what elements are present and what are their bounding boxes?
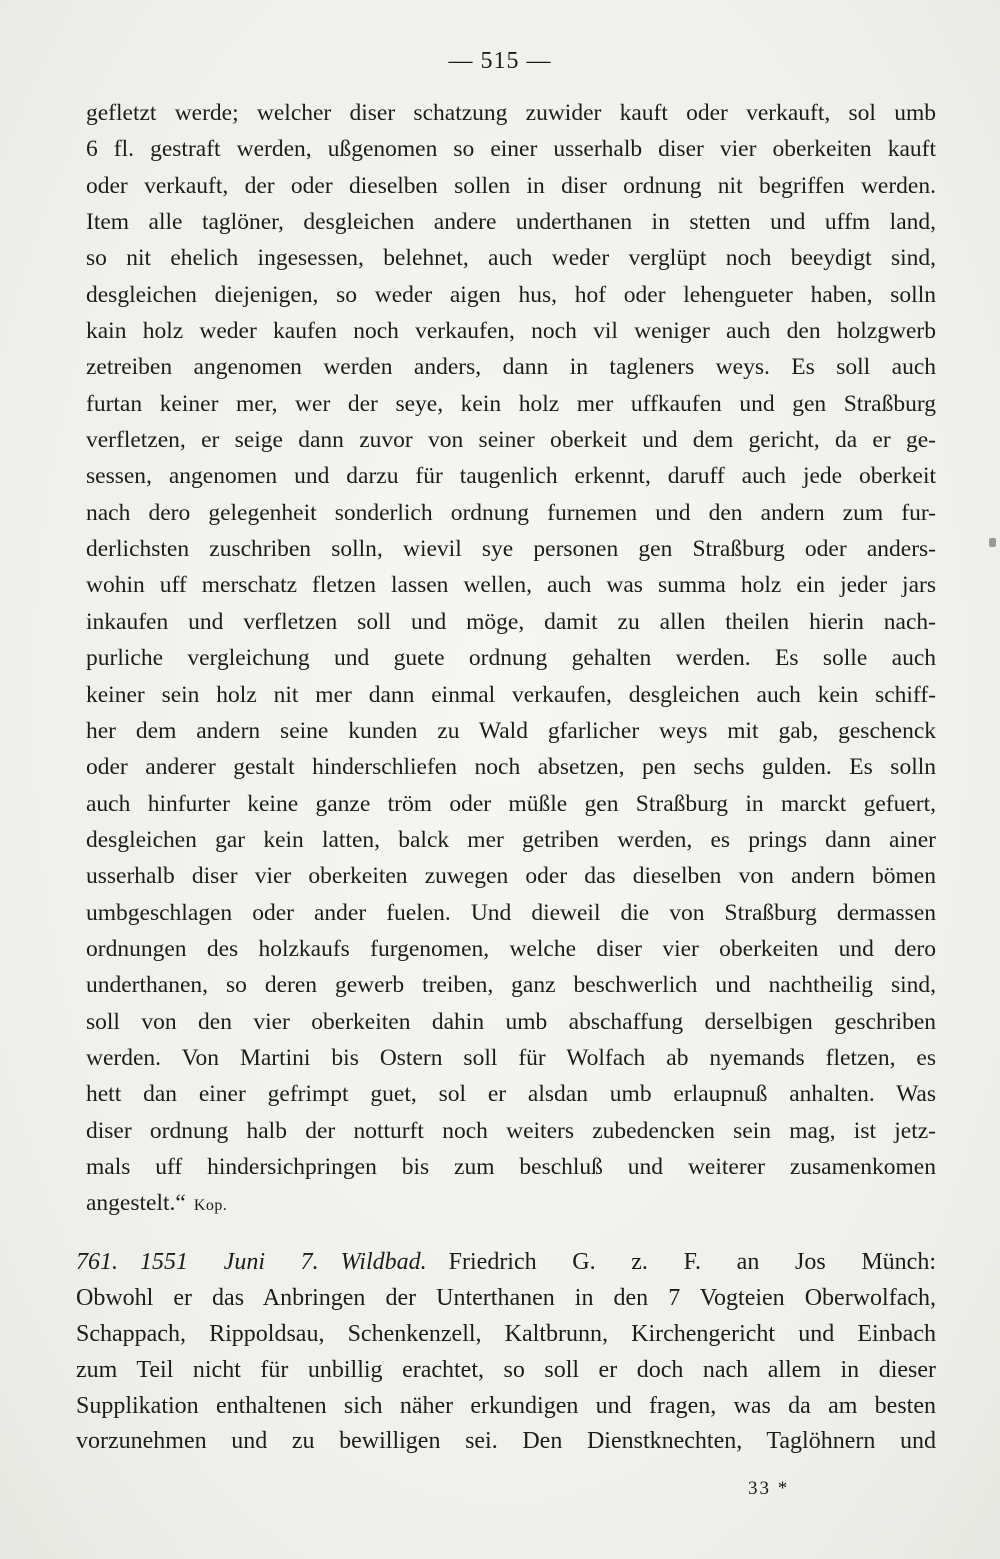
text-line: inkaufen und verfletzen soll und möge, damit zu allen theilen hierin nach- [86,608,936,635]
entry-line: Supplikation enthaltenen sich näher erkundigen und fragen, was da am besten [76,1392,936,1419]
text-line: Item alle taglöner, desgleichen andere underthanen in stetten und uffm land, [86,209,936,236]
text-line: desgleichen diejenigen, so weder aigen hus, hof oder lehengueter haben, solln [86,281,936,308]
text-line: soll von den vier oberkeiten dahin umb abschaffung derselbigen geschriben [86,1008,936,1035]
text-line: derlichsten zuschriben solln, wievil sye personen gen Straßburg oder anders- [86,536,936,563]
text-line: sessen, angenomen und darzu für taugenlich erkennt, daruff auch jede oberkeit [86,463,936,490]
text-line: ordnungen des holzkaufs furgenomen, welche diser vier oberkeiten und dero [86,935,936,962]
entry-heading [76,1245,936,1281]
entry-head-text: Friedrich G. z. F. an Jos Münch: [448,1249,936,1275]
text-line: auch hinfurter keine ganze tröm oder müßle gen Straßburg in marckt gefuert, [86,790,936,817]
text-line: nach dero gelegenheit sonderlich ordnung furnemen und den andern zum fur- [86,499,936,526]
text-line: gefletzt werde; welcher diser schatzung zuwider kauft oder verkauft, sol umb [86,100,936,126]
text-line: mals uff hindersichpringen bis zum beschluß und weiterer zusamenkomen [86,1153,936,1180]
text-line: underthanen, so deren gewerb treiben, ganz beschwerlich und nachtheilig sind, [86,972,936,999]
entry-date: 1551 Juni 7. [140,1249,319,1275]
text-line: werden. Von Martini bis Ostern soll für Wolfach ab nyemands fletzen, es [86,1044,936,1071]
text-line: keiner sein holz nit mer dann einmal verkaufen, desgleichen auch kein schiff- [86,681,936,708]
text-line: oder anderer gestalt hinderschliefen noch absetzen, pen sechs gulden. Es solln [86,754,936,781]
text-line: desgleichen gar kein latten, balck mer getriben werden, es prings dann ainer [86,826,936,853]
text-line: 6 fl. gestraft werden, ußgenomen so einer usserhalb diser vier oberkeiten kauft [86,136,936,163]
text-line: so nit ehelich ingesessen, belehnet, auch weder verglüpt noch beeydigt sind, [86,245,936,272]
text-line: kain holz weder kaufen noch verkaufen, noch vil weniger auch den holzgwerb [86,318,936,345]
entry-number: 761. [76,1249,118,1275]
text-line-final [86,1185,936,1221]
entry-line: vorzunehmen und zu bewilligen sei. Den Dienstknechten, Taglöhnern und [76,1428,936,1455]
source-note: Kop. [193,1197,228,1215]
entry-line: Schappach, Rippoldsau, Schenkenzell, Kaltbrunn, Kirchengericht und Einbach [76,1320,936,1347]
closing-text: angestelt.“ [86,1190,186,1217]
text-line: zetreiben angenomen werden anders, dann in tagleners weys. Es soll auch [86,354,936,381]
text-line: diser ordnung halb der notturft noch weiters zubedencken sein mag, ist jetz- [86,1117,936,1144]
text-line: her dem andern seine kunden zu Wald gfarlicher weys mit gab, geschenck [86,717,936,744]
signature-mark: 33 * [748,1478,790,1499]
page-edge-mark [989,538,996,547]
entry-line: zum Teil nicht für unbillig erachtet, so soll er doch nach allem in dieser [76,1356,936,1383]
text-line: verfletzen, er seige dann zuvor von seiner oberkeit und dem gericht, da er ge- [86,427,936,454]
entry-line: Obwohl er das Anbringen der Unterthanen in den 7 Vogteien Oberwolfach, [76,1284,936,1311]
page-number: — 515 — [448,48,552,74]
entry-place: Wildbad. [340,1249,427,1275]
text-line: purliche vergleichung und guete ordnung gehalten werden. Es solle auch [86,645,936,672]
text-line: umbgeschlagen oder ander fuelen. Und dieweil die von Straßburg dermassen [86,899,936,926]
text-line: furtan keiner mer, wer der seye, kein holz mer uffkaufen und gen Straßburg [86,390,936,417]
text-line: hett dan einer gefrimpt guet, sol er alsdan umb erlaupnuß anhalten. Was [86,1081,936,1108]
document-entry [76,1245,936,1460]
body-text [86,95,936,1222]
text-line: wohin uff merschatz fletzen lassen wellen, auch was summa holz ein jeder jars [86,572,936,599]
text-line: usserhalb diser vier oberkeiten zuwegen oder das dieselben von andern bömen [86,863,936,890]
text-line: oder verkauft, der oder dieselben sollen in diser ordnung nit begriffen werden. [86,172,936,199]
